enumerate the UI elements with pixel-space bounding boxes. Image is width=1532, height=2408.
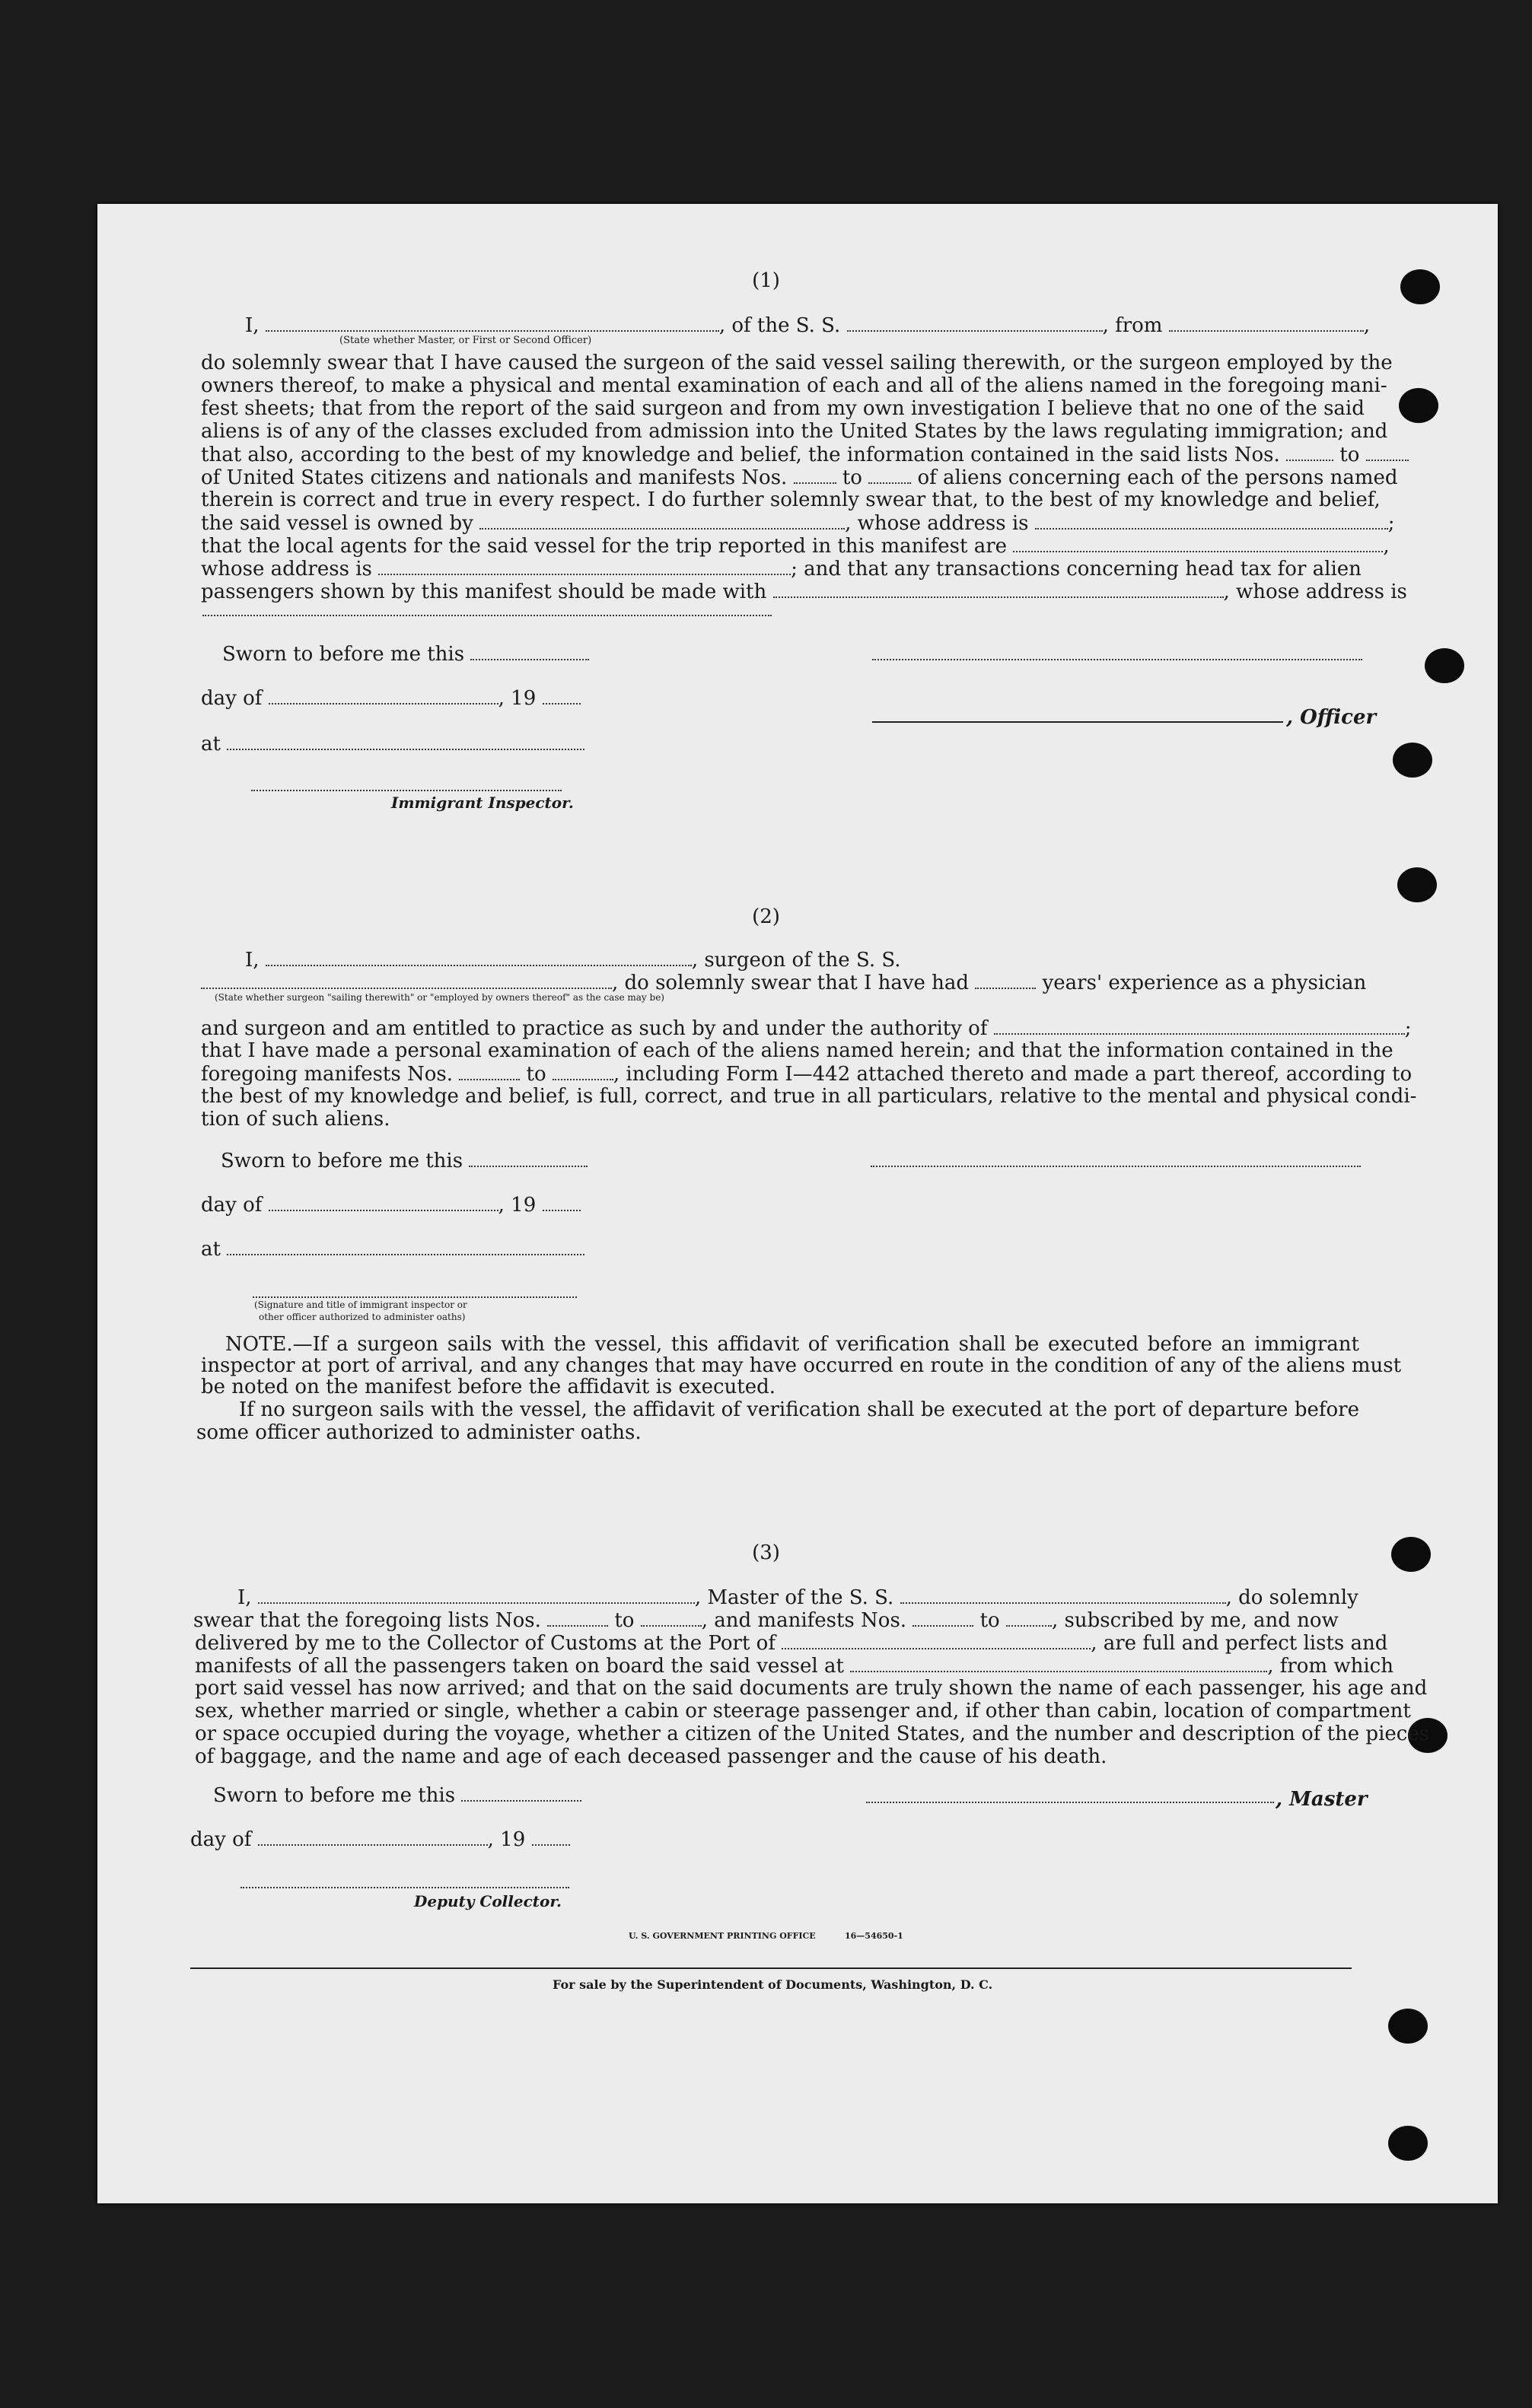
s2-manifests-to-field[interactable] xyxy=(553,1062,613,1080)
s2-line-5: foregoing manifests Nos. to , including Form I—442 attached thereto and made a part thereof, according to xyxy=(201,1063,1413,1086)
s1-line-1: I, , of the S. S. , from , xyxy=(245,314,1370,337)
s1-line-11: whose address is ; and that any transactions concerning head tax for alien xyxy=(201,558,1362,581)
s1-rank-caption: (State whether Master, or First or Second Officer) xyxy=(339,335,592,346)
s1-at: at xyxy=(201,732,584,755)
s2-sig-caption-1: (Signature and title of immigrant inspector or xyxy=(254,1299,467,1310)
manifests-to-field[interactable] xyxy=(868,466,911,484)
manifests-from-field[interactable] xyxy=(794,466,836,484)
s2-sworn-date-field[interactable] xyxy=(469,1149,588,1167)
s1-body-3: fest sheets; that from the report of the said surgeon and from my own investigation I believe that no one of the said xyxy=(201,397,1365,420)
s2-note-2: inspector at port of arrival, and any changes that may have occurred en route in the condition of any of the aliens must xyxy=(201,1354,1402,1377)
s3-line-1: I, , Master of the S. S. , do solemnly xyxy=(237,1586,1358,1609)
lists-from-field[interactable] xyxy=(1286,443,1333,461)
s3-body-1: port said vessel has now arrived; and that on the said documents are truly shown the name of each passenger, his age and xyxy=(195,1677,1428,1700)
s2-line-3: and surgeon and am entitled to practice as such by and under the authority of ; xyxy=(201,1017,1412,1040)
s3-lists-to-field[interactable] xyxy=(641,1608,702,1627)
s2-day: day of , 19 xyxy=(201,1193,581,1217)
s1-body-1: do solemnly swear that I have caused the surgeon of the said vessel sailing therewith, or the surgeon employed by the xyxy=(201,351,1393,374)
s3-body-3: or space occupied during the voyage, whether a citizen of the United States, and the number and description of the pieces xyxy=(195,1722,1430,1745)
s2-sworn: Sworn to before me this xyxy=(221,1149,588,1172)
s2-manifests-from-field[interactable] xyxy=(459,1062,520,1080)
lists-to-field[interactable] xyxy=(1366,443,1409,461)
section-3-heading: (3) xyxy=(752,1541,780,1564)
boarding-port-field[interactable] xyxy=(850,1654,1267,1672)
s3-year-field[interactable] xyxy=(532,1827,570,1846)
s2-status-caption: (State whether surgeon "sailing therewith" or "employed by owners thereof" as the case may be) xyxy=(215,992,664,1003)
s2-official-signature-line[interactable] xyxy=(253,1296,577,1298)
sworn-date-field[interactable] xyxy=(470,642,589,660)
s2-sig-caption-2: other officer authorized to administer oaths) xyxy=(259,1312,466,1322)
s1-line-9: the said vessel is owned by , whose address is ; xyxy=(201,512,1395,535)
surgeon-name-field[interactable] xyxy=(266,948,692,966)
from-field[interactable] xyxy=(1169,313,1364,332)
officer-signature-line[interactable] xyxy=(872,659,1362,660)
master-name-field[interactable] xyxy=(258,1586,695,1604)
s3-line-8: of baggage, and the name and age of each deceased passenger and the cause of his death. xyxy=(195,1745,1107,1768)
officer-name-line[interactable] xyxy=(872,721,1283,723)
s3-lists-from-field[interactable] xyxy=(547,1608,608,1627)
head-tax-address-line[interactable] xyxy=(202,615,772,616)
s1-line-6: that also, according to the best of my knowledge and belief, the information contained in the said lists Nos. to xyxy=(201,443,1409,466)
master-label: , Master xyxy=(1276,1788,1368,1811)
s2-line-4: that I have made a personal examination of each of the aliens named herein; and that the information contained in the xyxy=(201,1039,1393,1062)
s3-vessel-field[interactable] xyxy=(900,1586,1226,1604)
s2-line-6: the best of my knowledge and belief, is full, correct, and true in all particulars, relative to the mental and physical condi- xyxy=(201,1085,1417,1108)
owner-field[interactable] xyxy=(479,511,845,530)
footer-rule xyxy=(190,1967,1352,1969)
s3-body-2: sex, whether married or single, whether a cabin or steerage passenger and, if other than cabin, location of compartment xyxy=(195,1700,1411,1722)
s1-body-2: owners thereof, to make a physical and mental examination of each and all of the aliens named in the foregoing mani- xyxy=(201,374,1387,397)
deputy-collector-label: Deputy Collector. xyxy=(414,1892,562,1910)
s1-sworn: Sworn to before me this xyxy=(222,642,589,666)
s3-day: day of , 19 xyxy=(190,1827,570,1851)
s1-body-4: aliens is of any of the classes excluded from admission into the United States by the laws regulating immigration; and xyxy=(201,420,1388,443)
deputy-collector-signature-line[interactable] xyxy=(240,1887,569,1888)
at-place-field[interactable] xyxy=(227,732,584,750)
port-field[interactable] xyxy=(782,1631,1091,1649)
master-signature-line[interactable] xyxy=(866,1802,1274,1803)
vessel-field[interactable] xyxy=(847,313,1103,332)
head-tax-contact-field[interactable] xyxy=(773,580,1224,598)
s2-day-field[interactable] xyxy=(269,1193,498,1211)
s2-at: at xyxy=(201,1237,584,1261)
s3-line-3: delivered by me to the Collector of Customs at the Port of , are full and perfect lists and xyxy=(195,1632,1388,1655)
s1-line-8: therein is correct and true in every respect. I do further solemnly swear that, to the best of my knowledge and belief, xyxy=(201,488,1381,511)
s2-year-field[interactable] xyxy=(543,1193,581,1211)
section-1-heading: (1) xyxy=(752,269,780,292)
years-experience-field[interactable] xyxy=(975,971,1036,989)
local-agents-field[interactable] xyxy=(1013,534,1383,552)
printing-office-note: U. S. GOVERNMENT PRINTING OFFICE 16—54650-1 xyxy=(629,1931,903,1941)
s2-line-7: tion of such aliens. xyxy=(201,1108,390,1131)
s2-line-2: , do solemnly swear that I have had years' experience as a physician xyxy=(201,971,1366,994)
day-field[interactable] xyxy=(269,686,498,705)
s2-at-place-field[interactable] xyxy=(227,1237,584,1255)
inspector-label: Immigrant Inspector. xyxy=(391,794,574,812)
s2-note-5: some officer authorized to administer oaths. xyxy=(196,1421,642,1444)
agents-address-field[interactable] xyxy=(378,557,791,575)
s3-line-2: swear that the foregoing lists Nos. to , and manifests Nos. to , subscribed by me, and now xyxy=(193,1609,1339,1632)
s1-day: day of , 19 xyxy=(201,686,581,710)
surgeon-status-field[interactable] xyxy=(201,971,612,989)
s2-note-3: be noted on the manifest before the affidavit is executed. xyxy=(201,1376,776,1398)
s3-sworn: Sworn to before me this xyxy=(213,1783,581,1807)
s3-manifests-from-field[interactable] xyxy=(913,1608,973,1627)
s3-manifests-to-field[interactable] xyxy=(1006,1608,1052,1627)
officer-label: , Officer xyxy=(1286,706,1377,729)
owner-address-field[interactable] xyxy=(1035,511,1388,530)
surgeon-signature-line[interactable] xyxy=(871,1166,1361,1167)
s3-sworn-date-field[interactable] xyxy=(461,1783,581,1802)
sale-note: For sale by the Superintendent of Documents, Washington, D. C. xyxy=(553,1977,993,1992)
s1-line-12: passengers shown by this manifest should be made with , whose address is xyxy=(201,581,1407,603)
rank-field[interactable] xyxy=(266,313,719,332)
s1-line-7: of United States citizens and nationals and manifests Nos. to of aliens concerning each of the persons named xyxy=(201,466,1398,489)
s2-line-1: I, , surgeon of the S. S. xyxy=(245,949,901,972)
s2-note-4: If no surgeon sails with the vessel, the affidavit of verification shall be executed at the port of departure before xyxy=(239,1398,1359,1421)
s3-line-4: manifests of all the passengers taken on board the said vessel at , from which xyxy=(195,1655,1393,1678)
s1-line-10: that the local agents for the said vessel for the trip reported in this manifest are , xyxy=(201,535,1390,558)
authority-field[interactable] xyxy=(994,1016,1405,1035)
year-field[interactable] xyxy=(543,686,581,705)
s2-note-1: NOTE.—If a surgeon sails with the vessel, this affidavit of verification shall be executed before an immigrant xyxy=(225,1333,1359,1356)
s3-day-field[interactable] xyxy=(258,1827,488,1846)
section-2-heading: (2) xyxy=(752,905,780,928)
